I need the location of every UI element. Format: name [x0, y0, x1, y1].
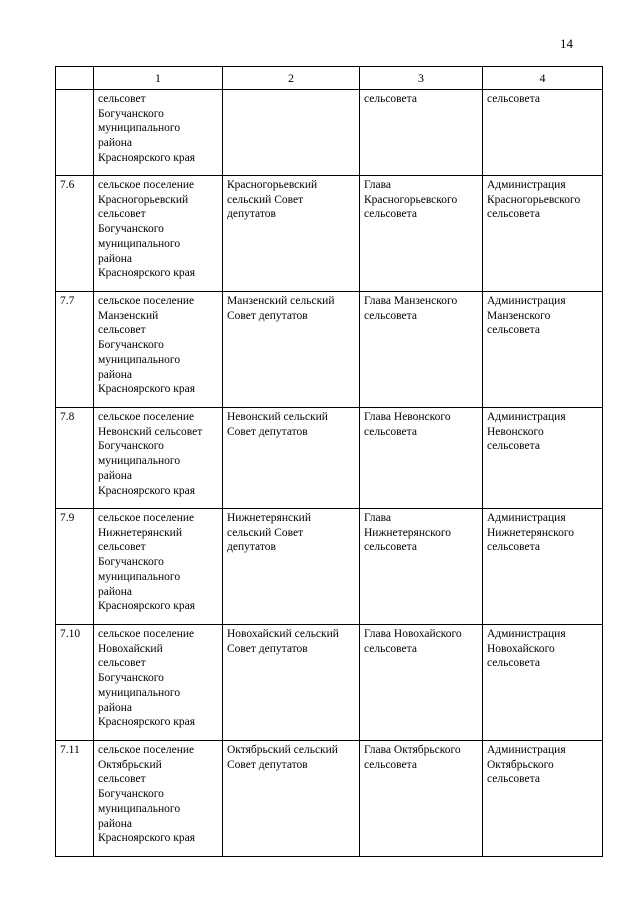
- administration-cell: Администрация Манзенского сельсовета: [483, 292, 603, 408]
- territory-cell: сельское поселение Новохайский сельсовет Богучанского муниципального района Красноярского края: [94, 625, 223, 741]
- header-cell-2: 2: [223, 67, 360, 90]
- administration-cell: сельсовета: [483, 90, 603, 176]
- page-number: 14: [560, 36, 573, 51]
- head-cell: Глава Манзенского сельсовета: [360, 292, 483, 408]
- council-cell: Новохайский сельский Совет депутатов: [223, 625, 360, 741]
- territory-cell: сельское поселение Нижнетерянский сельсовет Богучанского муниципального района Красноярского края: [94, 509, 223, 625]
- territory-cell: сельское поселение Октябрьский сельсовет Богучанского муниципального района Красноярского края: [94, 741, 223, 857]
- row-number: 7.6: [56, 176, 94, 292]
- row-number: 7.7: [56, 292, 94, 408]
- table-row: [56, 741, 603, 857]
- table-row: [56, 90, 603, 176]
- header-cell-1: 1: [94, 67, 223, 90]
- head-cell: Глава Невонского сельсовета: [360, 408, 483, 509]
- head-cell: Глава Красногорьевского сельсовета: [360, 176, 483, 292]
- territory-cell: сельское поселение Невонский сельсовет Богучанского муниципального района Красноярского края: [94, 408, 223, 509]
- header-cell-4: 4: [483, 67, 603, 90]
- administration-cell: Администрация Нижнетерянского сельсовета: [483, 509, 603, 625]
- head-cell: Глава Октябрьского сельсовета: [360, 741, 483, 857]
- table-row: [56, 408, 603, 509]
- row-number: 7.10: [56, 625, 94, 741]
- head-cell: сельсовета: [360, 90, 483, 176]
- table-row: [56, 176, 603, 292]
- council-cell: [223, 90, 360, 176]
- table-row: [56, 509, 603, 625]
- header-cell-3: 3: [360, 67, 483, 90]
- administration-cell: Администрация Новохайского сельсовета: [483, 625, 603, 741]
- administration-cell: Администрация Невонского сельсовета: [483, 408, 603, 509]
- head-cell: Глава Нижнетерянского сельсовета: [360, 509, 483, 625]
- row-number: [56, 90, 94, 176]
- table-row: [56, 292, 603, 408]
- territory-cell: сельское поселение Манзенский сельсовет Богучанского муниципального района Красноярского края: [94, 292, 223, 408]
- council-cell: Нижнетерянский сельский Совет депутатов: [223, 509, 360, 625]
- table-header-row: [56, 67, 603, 90]
- council-cell: Невонский сельский Совет депутатов: [223, 408, 360, 509]
- administration-cell: Администрация Октябрьского сельсовета: [483, 741, 603, 857]
- territory-cell: сельсовет Богучанского муниципального района Красноярского края: [94, 90, 223, 176]
- council-cell: Красногорьевский сельский Совет депутатов: [223, 176, 360, 292]
- administration-cell: Администрация Красногорьевского сельсовета: [483, 176, 603, 292]
- row-number: 7.9: [56, 509, 94, 625]
- head-cell: Глава Новохайского сельсовета: [360, 625, 483, 741]
- municipal-table: [55, 66, 603, 857]
- row-number: 7.11: [56, 741, 94, 857]
- council-cell: Манзенский сельский Совет депутатов: [223, 292, 360, 408]
- council-cell: Октябрьский сельский Совет депутатов: [223, 741, 360, 857]
- header-cell-num: [56, 67, 94, 90]
- territory-cell: сельское поселение Красногорьевский сельсовет Богучанского муниципального района Красноярского края: [94, 176, 223, 292]
- table-row: [56, 625, 603, 741]
- row-number: 7.8: [56, 408, 94, 509]
